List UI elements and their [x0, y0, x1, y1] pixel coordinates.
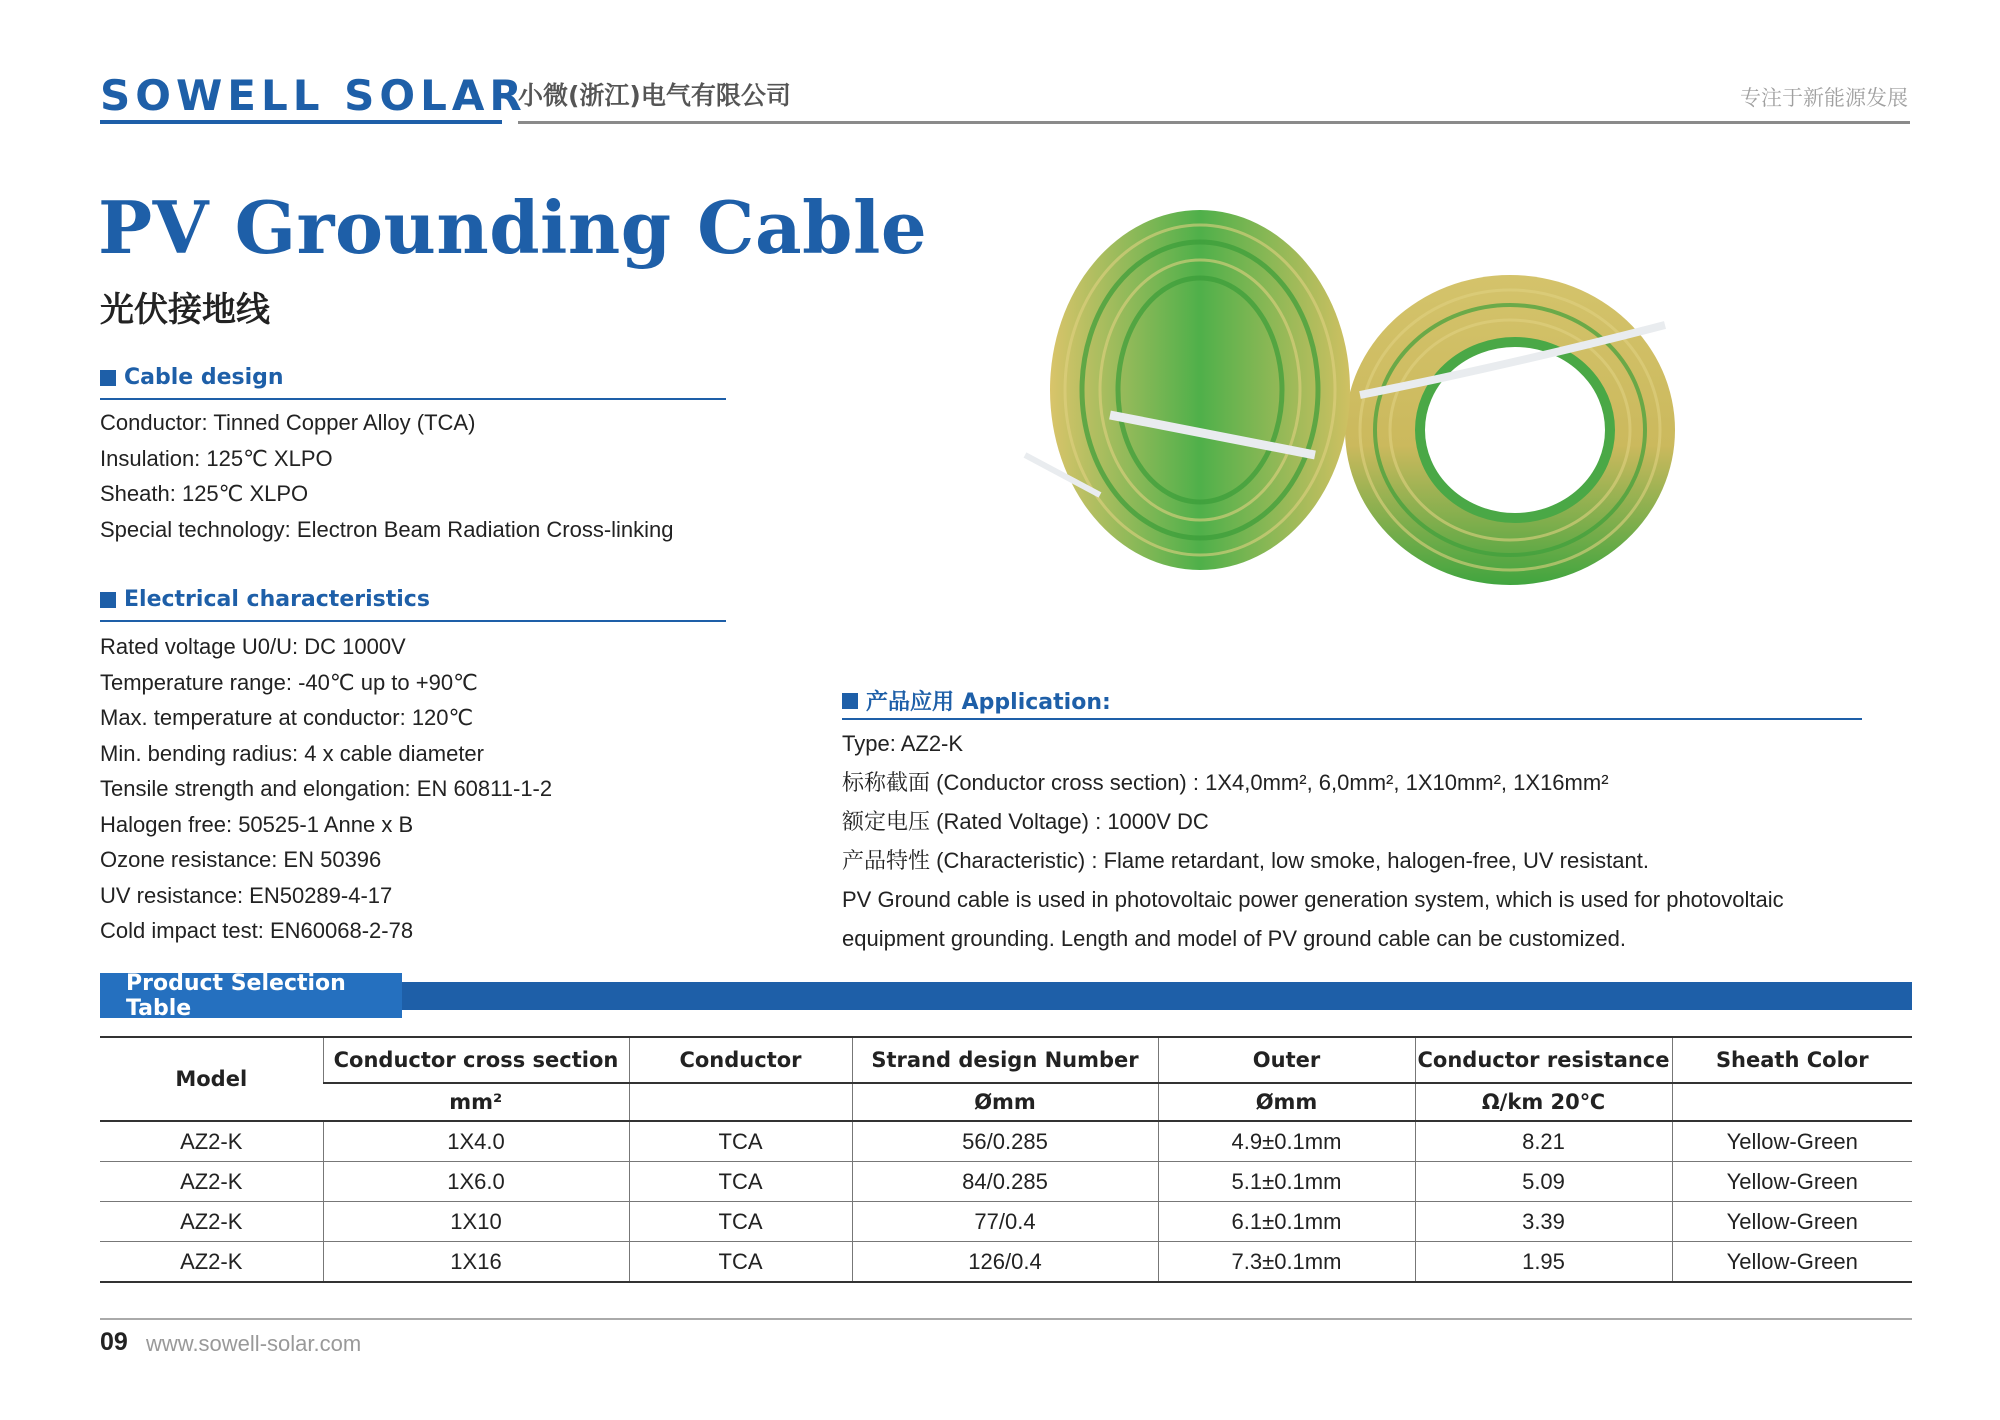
table-cell: 84/0.285 [852, 1162, 1158, 1202]
table-cell: 1X6.0 [323, 1162, 629, 1202]
list-item: Conductor: Tinned Copper Alloy (TCA) [100, 410, 476, 435]
product-selection-table [100, 1036, 1912, 1283]
cable-coils-image [1010, 195, 1680, 635]
header-cross-section: Conductor cross section [323, 1037, 629, 1083]
right-cable-coil [1345, 275, 1675, 585]
table-cell: AZ2-K [100, 1202, 323, 1242]
header-resistance: Conductor resistance [1415, 1037, 1672, 1083]
cable-design-list [100, 405, 674, 547]
table-cell: AZ2-K [100, 1162, 323, 1202]
table-cell: 8.21 [1415, 1121, 1672, 1162]
footer-divider [100, 1318, 1912, 1320]
unit-cross-section: mm² [323, 1083, 629, 1121]
table-cell: 1X4.0 [323, 1121, 629, 1162]
table-cell: 3.39 [1415, 1202, 1672, 1242]
cable-design-heading [100, 365, 284, 390]
list-item: Max. temperature at conductor: 120℃ [100, 705, 474, 730]
unit-conductor [629, 1083, 852, 1121]
list-item: Tensile strength and elongation: EN 60811-1-2 [100, 776, 553, 801]
company-name-cn: 小微(浙江)电气有限公司 [518, 81, 791, 110]
list-item: Insulation: 125℃ XLPO [100, 445, 333, 471]
table-cell: TCA [629, 1242, 852, 1283]
application-heading [842, 685, 1111, 716]
list-item: Cold impact test: EN60068-2-78 [100, 918, 414, 943]
table-row [100, 1242, 1912, 1283]
table-cell: Yellow-Green [1672, 1162, 1912, 1202]
table-cell: 1.95 [1415, 1242, 1672, 1283]
table-cell: TCA [629, 1202, 852, 1242]
application-heading-text: 产品应用 Application: [866, 690, 1111, 715]
header-model: Model [100, 1037, 323, 1121]
list-item: 标称截面 (Conductor cross section) : 1X4,0mm², 6,0mm², 1X10mm², 1X16mm² [842, 770, 1609, 795]
logo-underline [100, 120, 502, 124]
electrical-heading [100, 587, 430, 612]
bullet-square-icon [100, 370, 116, 386]
header-conductor: Conductor [629, 1037, 852, 1083]
header-sheath-color: Sheath Color [1672, 1037, 1912, 1083]
list-item: Ozone resistance: EN 50396 [100, 847, 382, 872]
list-item: Min. bending radius: 4 x cable diameter [100, 740, 484, 766]
table-cell: 1X16 [323, 1242, 629, 1283]
header-strand: Strand design Number [852, 1037, 1158, 1083]
electrical-list [100, 629, 552, 949]
unit-resistance: Ω/km 20℃ [1415, 1083, 1672, 1121]
table-cell: Yellow-Green [1672, 1121, 1912, 1162]
table-cell: 126/0.4 [852, 1242, 1158, 1283]
table-units-row [100, 1083, 1912, 1121]
cable-design-divider [100, 398, 726, 400]
list-item: Sheath: 125℃ XLPO [100, 481, 309, 506]
cable-design-heading-text: Cable design [124, 365, 284, 390]
table-row [100, 1202, 1912, 1242]
table-cell: TCA [629, 1162, 852, 1202]
electrical-heading-text: Electrical characteristics [124, 587, 430, 612]
table-row [100, 1121, 1912, 1162]
list-item: Special technology: Electron Beam Radiation Cross-linking [100, 516, 674, 542]
table-cell: 7.3±0.1mm [1158, 1242, 1415, 1283]
list-item: Type: AZ2-K [842, 731, 964, 756]
application-divider [842, 718, 1862, 720]
list-item: Temperature range: -40℃ up to +90℃ [100, 669, 478, 695]
list-item: PV Ground cable is used in photovoltaic power generation system, which is used for photovoltaic [842, 887, 1784, 912]
table-banner-title: Product Selection Table [100, 973, 402, 1018]
list-item: 产品特性 (Characteristic) : Flame retardant, low smoke, halogen-free, UV resistant. [842, 848, 1649, 873]
header-slogan: 专注于新能源发展 [1740, 86, 1908, 110]
electrical-divider [100, 620, 726, 622]
table-cell: TCA [629, 1121, 852, 1162]
bullet-square-icon [842, 693, 858, 709]
table-cell: 1X10 [323, 1202, 629, 1242]
table-header-row [100, 1037, 1912, 1083]
header-divider [518, 121, 1910, 124]
bullet-square-icon [100, 592, 116, 608]
list-item: 额定电压 (Rated Voltage) : 1000V DC [842, 809, 1209, 834]
table-cell: AZ2-K [100, 1242, 323, 1283]
list-item: equipment grounding. Length and model of PV ground cable can be customized. [842, 926, 1626, 951]
header-outer: Outer [1158, 1037, 1415, 1083]
table-cell: 6.1±0.1mm [1158, 1202, 1415, 1242]
table-cell: Yellow-Green [1672, 1202, 1912, 1242]
page-title-cn: 光伏接地线 [100, 290, 270, 330]
unit-sheath-color [1672, 1083, 1912, 1121]
table-cell: Yellow-Green [1672, 1242, 1912, 1283]
list-item: UV resistance: EN50289-4-17 [100, 882, 393, 908]
table-row [100, 1162, 1912, 1202]
table-cell: 4.9±0.1mm [1158, 1121, 1415, 1162]
brand-name: SOWELL SOLAR [100, 71, 527, 120]
table-cell: AZ2-K [100, 1121, 323, 1162]
unit-outer: Ømm [1158, 1083, 1415, 1121]
list-item: Rated voltage U0/U: DC 1000V [100, 634, 406, 659]
table-cell: 56/0.285 [852, 1121, 1158, 1162]
table-cell: 77/0.4 [852, 1202, 1158, 1242]
left-cable-coil [1025, 210, 1350, 570]
table-cell: 5.09 [1415, 1162, 1672, 1202]
list-item: Halogen free: 50525-1 Anne x B [100, 811, 414, 837]
application-list [842, 724, 1784, 958]
brand-logo [100, 70, 527, 122]
page-number: 09 [100, 1328, 128, 1356]
unit-strand: Ømm [852, 1083, 1158, 1121]
table-cell: 5.1±0.1mm [1158, 1162, 1415, 1202]
page-title: PV Grounding Cable [98, 185, 928, 270]
website-link[interactable]: www.sowell-solar.com [146, 1331, 362, 1356]
